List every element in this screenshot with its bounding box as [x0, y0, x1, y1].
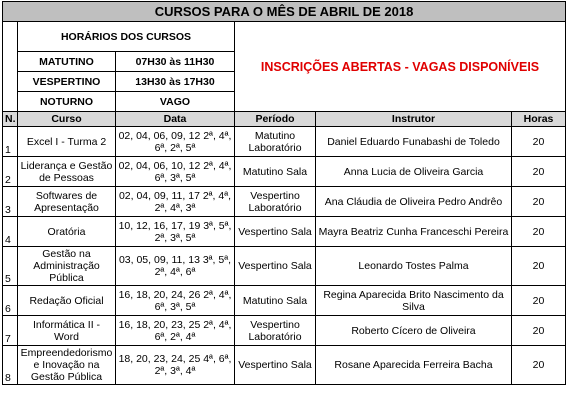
- course-hours: 20: [512, 157, 566, 187]
- course-instructor: Roberto Cícero de Oliveira: [316, 316, 512, 346]
- table-row: [3, 247, 566, 286]
- schedule-heading: HORÁRIOS DOS CURSOS: [18, 22, 235, 52]
- column-header-dates: Data: [116, 112, 235, 127]
- course-instructor: Ana Cláudia de Oliveira Pedro Andrêo: [316, 187, 512, 217]
- course-instructor: Anna Lucia de Oliveira Garcia: [316, 157, 512, 187]
- course-period: Vespertino Sala: [235, 217, 316, 247]
- course-hours: 20: [512, 316, 566, 346]
- course-period: Vespertino Sala: [235, 247, 316, 286]
- course-instructor: Leonardo Tostes Palma: [316, 247, 512, 286]
- course-hours: 20: [512, 247, 566, 286]
- course-name: Redação Oficial: [18, 286, 116, 316]
- table-row: [3, 157, 566, 187]
- course-number: 2: [3, 157, 18, 187]
- course-period: Vespertino Laboratório: [235, 187, 316, 217]
- course-number: 6: [3, 286, 18, 316]
- course-name: Informática II - Word: [18, 316, 116, 346]
- course-hours: 20: [512, 346, 566, 385]
- course-hours: 20: [512, 217, 566, 247]
- course-period: Vespertino Sala: [235, 346, 316, 385]
- table-row: [3, 346, 566, 385]
- course-instructor: Rosane Aparecida Ferreira Bacha: [316, 346, 512, 385]
- schedule-label-morning: MATUTINO: [18, 52, 116, 72]
- course-dates: 02, 04, 09, 11, 17 2ª, 4ª, 2ª, 4ª, 3ª: [116, 187, 235, 217]
- course-number: 3: [3, 187, 18, 217]
- course-dates: 16, 18, 20, 23, 25 2ª, 4ª, 6ª, 2ª, 4ª: [116, 316, 235, 346]
- table-row: [3, 187, 566, 217]
- course-period: Vespertino Laboratório: [235, 316, 316, 346]
- table-row: [3, 286, 566, 316]
- course-hours: 20: [512, 187, 566, 217]
- course-number: 7: [3, 316, 18, 346]
- column-header-num: N.: [3, 112, 18, 127]
- table-row: [3, 217, 566, 247]
- course-dates: 02, 04, 06, 10, 12 2ª, 4ª, 6ª, 3ª, 5ª: [116, 157, 235, 187]
- course-dates: 16, 18, 20, 24, 26 2ª, 4ª, 6ª, 3ª, 5ª: [116, 286, 235, 316]
- course-dates: 18, 20, 23, 24, 25 4ª, 6ª, 2ª, 3ª, 4ª: [116, 346, 235, 385]
- schedule-value-morning: 07H30 às 11H30: [116, 52, 235, 72]
- course-name: Empreendedorismo e Inovação na Gestão Pública: [18, 346, 116, 385]
- course-instructor: Daniel Eduardo Funabashi de Toledo: [316, 127, 512, 157]
- course-instructor: Mayra Beatriz Cunha Franceschi Pereira: [316, 217, 512, 247]
- course-name: Gestão na Administração Pública: [18, 247, 116, 286]
- course-hours: 20: [512, 286, 566, 316]
- course-number: 4: [3, 217, 18, 247]
- schedule-spacer: [3, 22, 18, 112]
- course-name: Oratória: [18, 217, 116, 247]
- course-period: Matutino Sala: [235, 286, 316, 316]
- course-instructor: Regina Aparecida Brito Nascimento da Silva: [316, 286, 512, 316]
- course-number: 8: [3, 346, 18, 385]
- course-period: Matutino Laboratório: [235, 127, 316, 157]
- course-dates: 10, 12, 16, 17, 19 3ª, 5ª, 2ª, 3ª, 5ª: [116, 217, 235, 247]
- course-number: 1: [3, 127, 18, 157]
- course-hours: 20: [512, 127, 566, 157]
- course-name: Softwares de Apresentação: [18, 187, 116, 217]
- enrollment-notice: INSCRIÇÕES ABERTAS - VAGAS DISPONÍVEIS: [235, 22, 566, 112]
- schedule-value-night: VAGO: [116, 92, 235, 112]
- column-header-course: Curso: [18, 112, 116, 127]
- column-header-period: Período: [235, 112, 316, 127]
- course-number: 5: [3, 247, 18, 286]
- schedule-label-afternoon: VESPERTINO: [18, 72, 116, 92]
- course-table: [2, 1, 566, 385]
- page-title: CURSOS PARA O MÊS DE ABRIL DE 2018: [3, 2, 566, 22]
- column-header-hours: Horas: [512, 112, 566, 127]
- course-dates: 03, 05, 09, 11, 13 3ª, 5ª, 2ª, 4ª, 6ª: [116, 247, 235, 286]
- schedule-label-night: NOTURNO: [18, 92, 116, 112]
- table-row: [3, 316, 566, 346]
- schedule-value-afternoon: 13H30 às 17H30: [116, 72, 235, 92]
- column-header-instructor: Instrutor: [316, 112, 512, 127]
- course-name: Liderança e Gestão de Pessoas: [18, 157, 116, 187]
- course-name: Excel I - Turma 2: [18, 127, 116, 157]
- table-row: [3, 127, 566, 157]
- course-period: Matutino Sala: [235, 157, 316, 187]
- course-rows: [3, 127, 566, 385]
- course-dates: 02, 04, 06, 09, 12 2ª, 4ª, 6ª, 2ª, 5ª: [116, 127, 235, 157]
